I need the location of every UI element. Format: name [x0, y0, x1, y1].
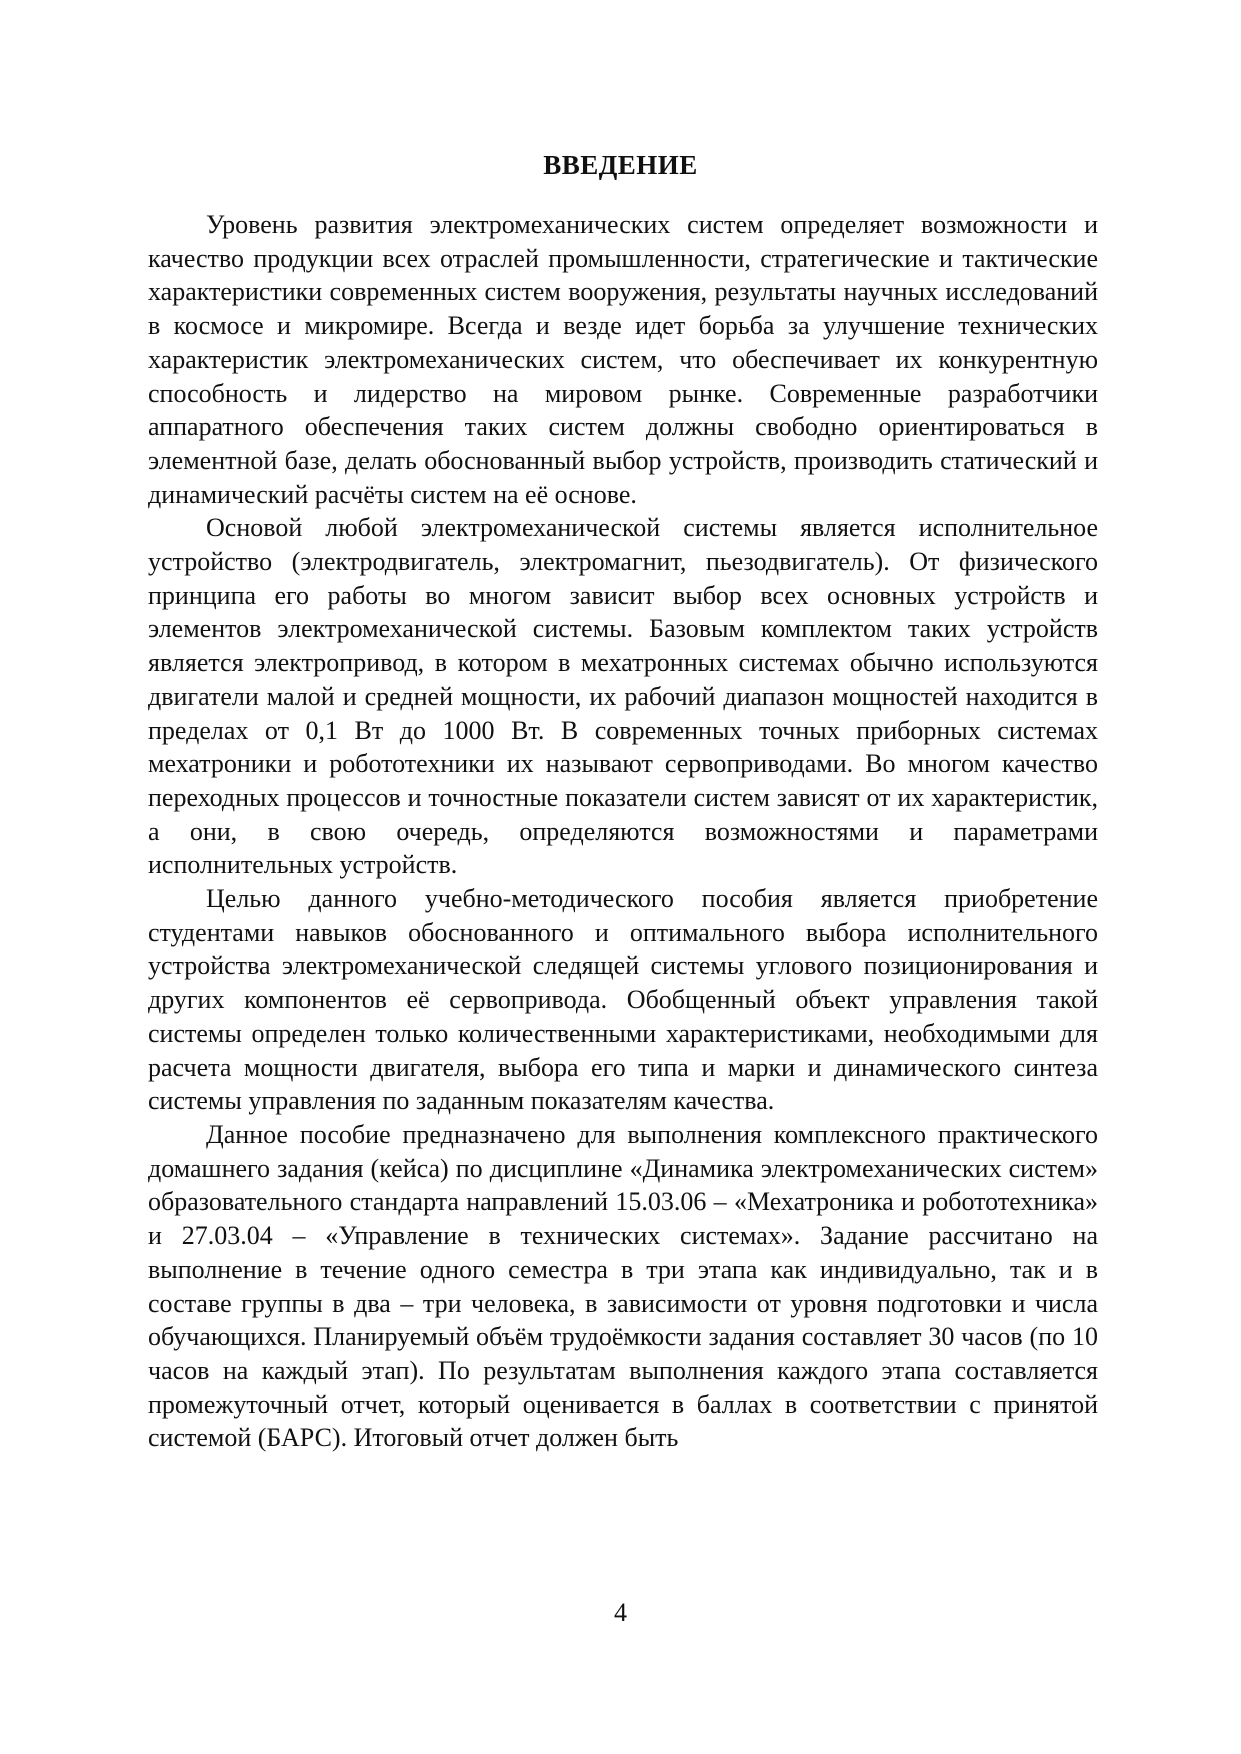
page-heading: ВВЕДЕНИЕ: [543, 150, 698, 180]
paragraph-1: Уровень развития электромеханических систем определяет возможности и качество продукции всех отраслей промышленности, стратегические и тактические характеристики современных систем вооружения, результаты научных исследований в космосе и микромире. Всегда и везде идет борьба за улучшение технических характеристик электромеханических систем, что обеспечивает их конкурентную способность и лидерство на мировом рынке. Современные разработчики аппаратного обеспечения таких систем должны свободно ориентироваться в элементной базе, делать обоснованный выбор устройств, производить статический и динамический расчёты систем на её основе.: [148, 210, 1098, 509]
paragraph-2: Основой любой электромеханической системы является исполнительное устройство (электродвигатель, электромагнит, пьезодвигатель). От физического принципа его работы во многом зависит выбор всех основных устройств и элементов электромеханической системы. Базовым комплектом таких устройств является электропривод, в котором в мехатронных системах обычно используются двигатели малой и средней мощности, их рабочий диапазон мощностей находится в пределах от 0,1 Вт до 1000 Вт. В современных точных приборных системах мехатроники и робототехники их называют сервоприводами. Во многом качество переходных процессов и точностные показатели систем зависят от их характеристик, а они, в свою очередь, определяются возможностями и параметрами исполнительных устройств.: [148, 513, 1098, 880]
paragraph-4: Данное пособие предназначено для выполнения комплексного практического домашнего задания (кейса) по дисциплине «Динамика электромеханических систем» образовательного стандарта направлений 15.03.06 – «Мехатроника и робототехника» и 27.03.04 – «Управление в технических системах». Задание рассчитано на выполнение в течение одного семестра в три этапа как индивидуально, так и в составе группы в два – три человека, в зависимости от уровня подготовки и числа обучающихся. Планируемый объём трудоёмкости задания составляет 30 часов (по 10 часов на каждый этап). По результатам выполнения каждого этапа составляется промежуточный отчет, который оценивается в баллах в соответствии с принятой системой (БАРС). Итоговый отчет должен быть: [148, 1119, 1098, 1453]
paragraph-3: Целью данного учебно-методического пособия является приобретение студентами навыков обоснованного и оптимального выбора исполнительного устройства электромеханической следящей системы углового позиционирования и других компонентов её сервопривода. Обобщенный объект управления такой системы определен только количественными характеристиками, необходимыми для расчета мощности двигателя, выбора его типа и марки и динамического синтеза системы управления по заданным показателям качества.: [148, 884, 1098, 1116]
page-number: 4: [614, 1598, 627, 1627]
body-text: [148, 208, 1098, 1455]
